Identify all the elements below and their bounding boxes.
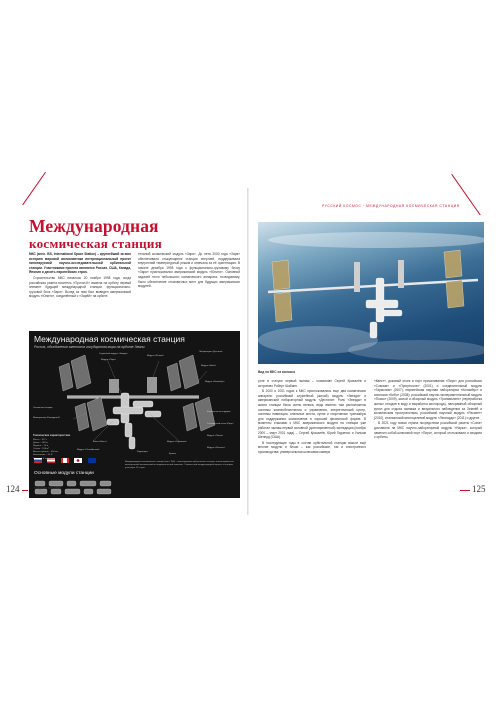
spec-item: Наклонение – 51,6° (33, 454, 53, 457)
label-zarya: Модуль «Заря» (101, 359, 116, 361)
legend-title: Технические характеристики (33, 434, 71, 437)
iss-photo (258, 222, 484, 364)
label-poisk: Модуль «Поиск» (207, 435, 224, 437)
label-truss: Ферменная конструкция (207, 411, 231, 413)
page-number-right: 125 (472, 484, 486, 494)
spec-item: Длина – 109 м (33, 442, 48, 445)
infographic-subtitle: Россия, объединение агентств государства мира на орбите Земли (34, 345, 145, 349)
paragraph: МКС (англ. ISS, International Space Station) – крупнейший за всю историю мировой космонавтики интернациональный проект пилотируемой научно-исследовательской орбитальной станции. Участниками проекта являются Россия, США, Канада, Япония и десять европейских стран. (29, 252, 131, 275)
left-column-2 (138, 252, 240, 290)
photo-caption: Вид на МКС из космоса (258, 370, 295, 374)
page-number-left: 124 (6, 484, 20, 494)
spec-item: Масса – 417 т (33, 439, 48, 441)
modules-heading: Основные модули станции (34, 471, 94, 476)
page-number-rule (460, 490, 470, 491)
footer-label: Устройство МКС (34, 486, 62, 490)
right-column-2 (374, 379, 482, 441)
left-column-1 (29, 252, 131, 300)
label-destiny: Лаборатория «Дестини» (199, 351, 223, 353)
label-unity: Модуль «Юнити» (147, 355, 164, 357)
label-cupola: Купола (169, 453, 176, 455)
modules-strip (29, 331, 240, 498)
label-pirs: Стыковочный отсек «Пирс» (207, 423, 234, 425)
paragraph: В 2000 и 2001 годах к МКС пристыковались еще два космических аппарата: российский служебный (жилой) модуль «Звезда» и американский лабораторный модуль «Дестини». Роль «Звезды» в жизни станции была очень велика, ведь именно там расположены системы жизнеобеспечения и управления, энергетический центр, системы навигации, спальные места, кухня и спортивные тренажёры для поддержания космонавтов в хорошей физической форме. В моменты стыковки к МКС американского модуля на станции уже работал экипаж первой основной (долговременной) экспедиции (ноябрь 2000 – март 2001 года) – Сергей Крикалёв, Юрий Гидзенко и Уильям Шеперд (США). (258, 389, 366, 440)
title-line-1: Международная (29, 216, 159, 236)
paragraph: Строительство МКС началось 20 ноября 1998 года, когда российская ракета-носитель «Протон-К» вывела на орбиту первый элемент будущей международной станции, функционально-грузовой блок «Заря». Вслед за ним был выведен американский модуль «Юнити», соединённый с «Зарёй» на орбите. (29, 275, 131, 299)
label-solar-arrays: Солнечные батареи (33, 407, 53, 409)
paragraph: тельный космический модуль «Заря». До лета 2000 года «Заря» обеспечивала стыкующиеся станции энергией, поддерживала внутренний температурный режим и отвечала за её ориентацию. В начале декабря 1998 года к функционально-грузовому блоку «Заря» пристыковался американский модуль «Юнити». Основной задачей этого небольшого космического аппарата, по-видимому, было обеспечение стыковочных мест для будущих американских модулей. (138, 252, 240, 289)
label-columbus: Модуль «Коламбус» (205, 381, 225, 383)
spec-item: Высота орбиты – 400 км (33, 451, 58, 454)
book-spread (0, 188, 496, 515)
label-kibo: Модуль «Кибо» (201, 365, 216, 367)
paragraph: В 2021 году новая страна посредством российской ракеты «Союз» доставила на МКС научно-лабораторный модуль «Наука», который заменил собой шлюзовой порт «Пирс», который отстыковали и сводили с орбиты. (374, 421, 482, 440)
infographic-title: Международная космическая станция (34, 334, 185, 344)
label-radiators: Радиаторы (137, 451, 148, 453)
label-harmony: Модуль «Гармония» (167, 441, 187, 443)
iss-photo-illustration (258, 222, 484, 364)
label-tranquility: Модуль «Спокойствие» (77, 449, 100, 451)
right-column-1 (258, 379, 366, 456)
infographic-note: Международная космическая станция (англ. ISS) – пилотируемая орбитальная станция, используемая как многоцелевой космический исследовательский комплекс. Совместный международный проект, в котором участвуют 14 стран. (125, 461, 234, 469)
spec-item: 6 (43, 457, 45, 460)
title-line-2: космическая станция (29, 235, 163, 251)
iss-infographic (29, 331, 240, 498)
paragraph: «Квест», доковый отсек и порт причаливания «Пирс» для российских «Союзов» и «Прогрессов» (2001) и соединительный модуль «Гармония» (2007); европейская научная лаборатория «Коламбус» и японская «Кибо» (2008); российский научно-экспериментальный модуль «Поиск» (2009), жилой и обзорный модуль «Транквилити» (переработка жилых отходов в воду и выработка кислорода), панорамный обзорный купол для отдыха экипажа и визуального наблюдения за Землёй и космическим пространством, российский научный модуль «Рассвет» (2010), итальянский многоцелевой модуль «Леонардо» (2011) и другие. (374, 379, 482, 420)
spec-item: Ширина – 73 м (33, 445, 49, 448)
page-number-rule (22, 490, 28, 491)
label-quest: Шлюз «Квест» (93, 441, 107, 443)
paragraph: В последующие годы в состав орбитальной станции вошли ещё многие модули и блоки – как российские, так и иностранного производства: универсальная шлюзовая камера (258, 440, 366, 454)
book-gutter (247, 188, 249, 515)
running-head: РУССКИЙ КОСМОС · МЕЖДУНАРОДНАЯ КОСМИЧЕСКАЯ СТАНЦИЯ (322, 204, 460, 208)
spec-item: Объём – 916 м³ (33, 448, 49, 451)
label-canadarm: Манипулятор «Канадарм-2» (33, 417, 61, 419)
label-rassvet: Модуль «Рассвет» (207, 447, 225, 449)
page-title (29, 218, 229, 250)
label-zvezda: Служебный модуль «Звезда» (99, 353, 128, 355)
paragraph: роте в статусе первый экипаж – космонавт Сергей Крикалёв и астронавт Роберт Шабанн. (258, 379, 366, 388)
